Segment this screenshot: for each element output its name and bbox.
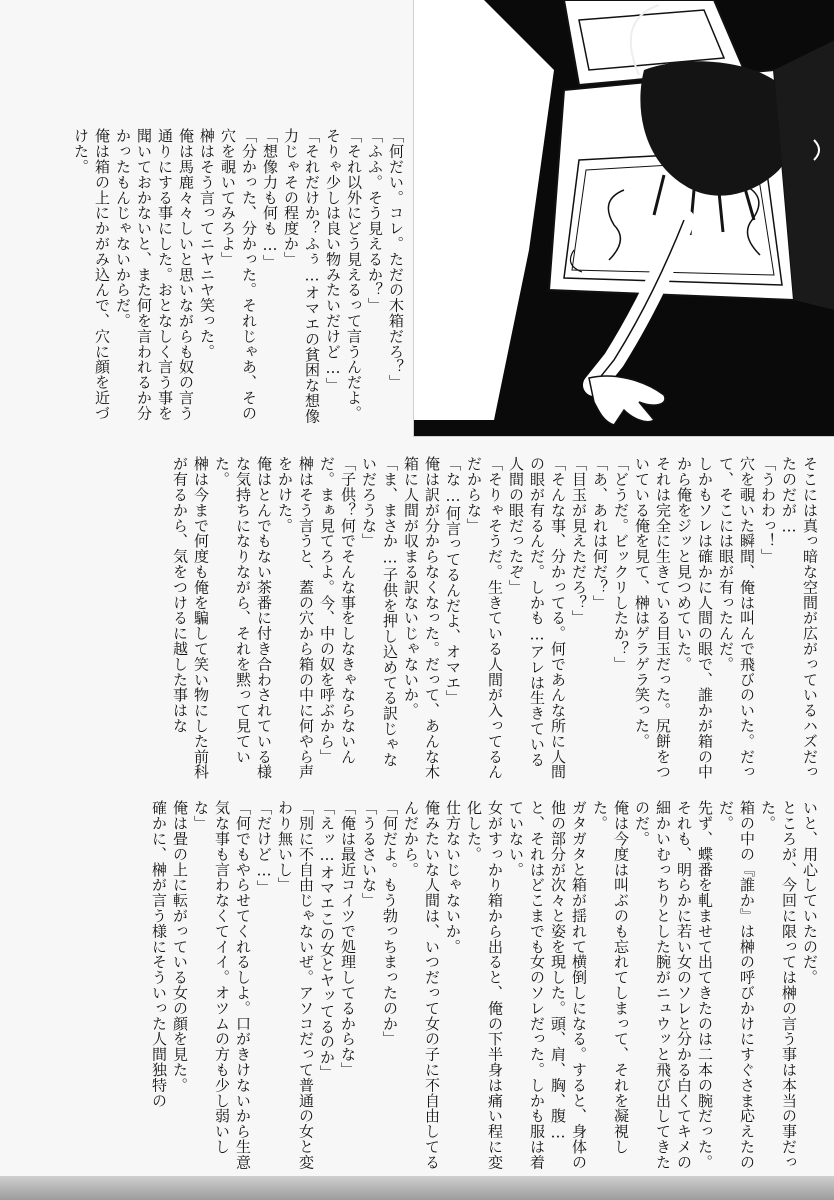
text-block-upper	[4, 128, 406, 432]
manga-illustration	[413, 0, 834, 437]
text-line: 「ふふ。そう見えるか？」	[366, 128, 384, 313]
text-line: 俺は今度は叫ぶのも忘れてしまって、それを凝視した。	[591, 800, 630, 1155]
text-line: 「それだけか？ふぅ…オマエの貧困な想像力じゃその程度か」	[282, 128, 321, 424]
text-line: 「どうだ。ビックリしたか？」	[612, 456, 630, 672]
text-line: 「だけど…」	[255, 800, 273, 896]
bottom-border-band	[0, 1176, 834, 1200]
text-line: 榊は今まで何度も俺を騙して笑い物にした前科が有るから、気をつけるに越した事はな	[171, 456, 210, 780]
text-line: 俺はとんでもない茶番に付き合わされている様な気持ちになりながら、それを黙って見ていた。	[213, 456, 273, 780]
text-line: 「うるさいな」	[360, 800, 378, 908]
text-line: 「分かった、分かった。それじゃあ、その穴を覗いてみろよ」	[219, 128, 258, 421]
text-line: 確かに、榊が言う様にそういった人間独特の	[150, 800, 168, 1108]
text-line: 「それ以外にどう見えるって言うんだよ。そりゃ少しは良い物みたいだけど…」	[324, 128, 363, 421]
text-block-lower	[10, 800, 820, 1170]
text-line: 仕方ないじゃないか。	[444, 800, 462, 954]
text-line: 「想像力も何も…」	[261, 128, 279, 270]
text-line: 「ま、まさか…子供を押し込めてる訳じゃないだろうな」	[360, 456, 399, 767]
text-line: 「な…何言ってるんだよ、オマエ」	[444, 456, 462, 706]
text-line: 「別に不自由じゃないぜ。アソコだって普通の女と変わり無いし」	[276, 800, 315, 1170]
text-line: ガタガタと箱が揺れて横倒しになる。すると、身体の他の部分が次々と姿を現した。頭、肩、胸、腹…と、それはどこまでも女のソレだった。しかも服は着ていない。	[507, 800, 588, 1170]
text-line: 「何だい。コレ。ただの木箱だろ？」	[387, 128, 405, 390]
text-line: ところが、今回に限っては榊の言う事は本当の事だった。	[759, 800, 798, 1170]
text-line: 「そんな事、分かってる。何であんな所に人間の眼が有るんだ。しかも…アレは生きている人間の眼だったぞ」	[507, 456, 567, 780]
text-line: 「俺は最近コイツで処理してるからな」	[339, 800, 357, 1078]
text-line: 「うわわっ！」	[759, 456, 777, 564]
text-line: 先ず、蝶番を軋ませて出てきたのは二本の腕だった。それも、明らかに若い女のソレと分かる白くてキメの細かいむっちりとした腕がニュウッと飛び出してきたのだ。	[633, 800, 714, 1170]
text-block-middle	[10, 456, 820, 782]
text-line: 「目玉が見えただろ？」	[570, 456, 588, 626]
text-line: 「子供？何でそんな事をしなきゃならないんだ。まぁ見てろよ。今、中の奴を呼ぶから」	[318, 456, 357, 764]
text-line: 俺みたいな人間は、いつだって女の子に不自由してるんだから。	[402, 800, 441, 1170]
text-line: 「あ、あれは何だ？」	[591, 456, 609, 610]
text-line: 俺は箱の上にかがみ込んで、穴に顔を近づけた。	[72, 128, 111, 421]
text-line: 「えッ…オマエこの女とヤッてるのか」	[318, 800, 336, 1081]
text-line: そこには真っ暗な空間が広がっているハズだったのだが…	[780, 456, 819, 780]
text-line: 穴を覗いた瞬間、俺は叫んで飛びのいた。だって、そこには眼が有ったんだ。	[717, 456, 756, 780]
text-line: 榊はそう言うと、蓋の穴から箱の中に何やら声をかけた。	[276, 456, 315, 780]
text-line: 「そりゃそうだ。生きている人間が入ってるんだからな」	[465, 456, 504, 780]
box-and-figure-drawing	[414, 0, 834, 436]
text-line: 「何でもやらせてくれるしよ。口がきけないから生意気な事も言わなくてイイ。オツムの方も少し弱いしな」	[192, 800, 252, 1170]
text-line: しかもソレは確かに人間の眼で、誰かが箱の中から俺をジッと見つめていた。	[675, 456, 714, 780]
text-line: 女がすっかり箱から出ると、俺の下半身は痛い程に変化した。	[465, 800, 504, 1170]
text-line: 俺は訳が分からなくなった。だって、あんな木箱に人間が収まる訳ないじゃないか。	[402, 456, 441, 780]
text-line: 榊はそう言ってニヤニヤ笑った。	[198, 128, 216, 359]
text-line: それは完全に生きている目玉だった。尻餅をついている俺を見て、榊はゲラゲラ笑った。	[633, 456, 672, 780]
text-line: 「何だよ。もう勃っちまったのか」	[381, 800, 399, 1047]
text-line: 箱の中の『誰か』は榊の呼びかけにすぐさま応えたのだ。	[717, 800, 756, 1170]
text-line: いと、用心していたのだ。	[801, 800, 819, 985]
text-line: 俺は畳の上に転がっている女の顔を見た。	[171, 800, 189, 1093]
text-line: 俺は馬鹿々々しいと思いながらも奴の言う通りにする事にした。おとなしく言う事を聞いておかないと、また何を言われるか分かったもんじゃないからだ。	[114, 128, 195, 421]
